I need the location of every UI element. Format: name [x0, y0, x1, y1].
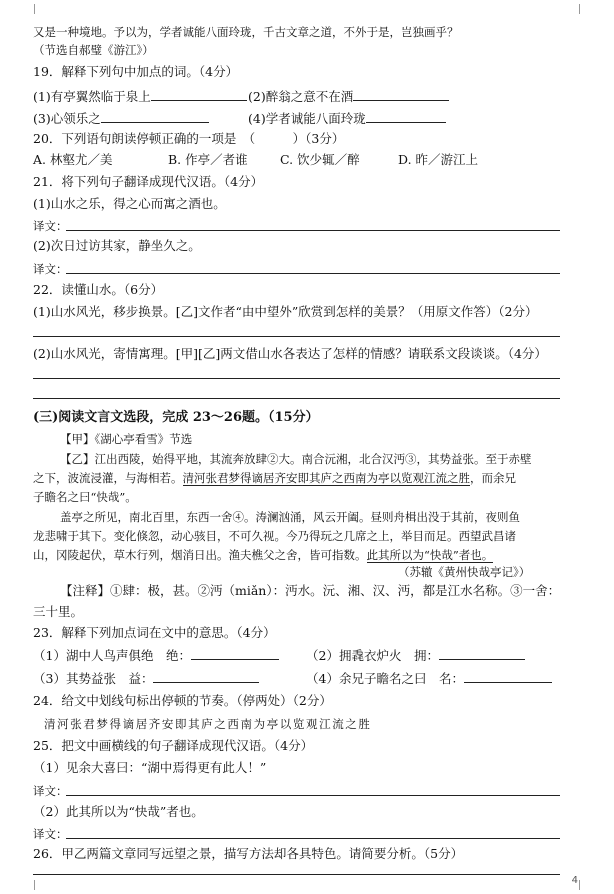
q23-answer-3-blank[interactable] — [153, 670, 259, 683]
q20-option-b[interactable]: B. 作亭／者谁 — [168, 152, 248, 167]
section-3-heading: (三)阅读文言文选段，完成 23～26题。（15分） — [33, 410, 319, 425]
q19-item-4-text: (4)学者诚能八面玲珑 — [248, 111, 366, 126]
q19-item-1 — [33, 88, 247, 105]
q23-item-4-text: （4）余兄子瞻名之曰 名： — [306, 671, 464, 686]
q20-option-c[interactable]: C. 饮少辄／醉 — [280, 152, 360, 167]
q24-sentence[interactable]: 清河张君梦得谪居齐安即其庐之西南为亭以览观江流之胜 — [44, 717, 372, 731]
q25-sentence-1: （1）见余大喜曰：“湖中焉得更有此人！” — [33, 760, 267, 775]
passage-yi-p1-line-2 — [33, 470, 516, 486]
crop-mark-bottom-right — [579, 880, 590, 890]
crop-mark-top-left — [24, 4, 35, 14]
q22-answer-2-line-1[interactable] — [33, 378, 560, 379]
q19-item-3-text: (3)心领乐之 — [33, 111, 101, 126]
passage-source: （苏辙《黄州快哉亭记》） — [398, 565, 531, 579]
q19-item-3 — [33, 110, 209, 127]
passage-yi-p2-line-3-pre: 山，冈陵起伏，草木行列，烟消日出。渔夫樵父之舍，皆可指数。 — [33, 548, 367, 562]
q19-item-2-text: (2)醉翁之意不在酒 — [248, 89, 354, 104]
q21-answer-1-line[interactable] — [66, 230, 560, 231]
q21-yiwen-1-label: 译文： — [33, 219, 68, 233]
passage-jia-title: 【甲】《湖心亭看雪》节选 — [60, 432, 193, 446]
crop-mark-top-right — [579, 4, 590, 14]
notes-line-1: 【注释】①肆：极，甚。②沔（miǎn）：沔水。沅、湘、汉、沔，都是江水名称。③一舍： — [60, 583, 561, 598]
q23-item-3-text: （3）其势益张 益： — [33, 671, 154, 686]
q23-item-3 — [33, 670, 259, 687]
q21-answer-2-line[interactable] — [66, 273, 560, 274]
q19-answer-1-blank[interactable] — [151, 88, 247, 101]
q23-item-4 — [306, 670, 552, 687]
q19-item-4 — [248, 110, 446, 127]
q26-answer-line[interactable] — [33, 874, 560, 875]
q25-answer-1-line[interactable] — [66, 795, 560, 796]
q22-sub-2: (2)山水风光，寄情寓理。[甲][乙]两文借山水各表达了怎样的情感？请联系文段谈谈。（4分） — [33, 346, 547, 361]
q19-item-2 — [248, 88, 449, 105]
intro-line-1: 又是一种境地。予以为，学者诚能八面玲珑，千古文章之道，不外于是，岂独画乎？ — [33, 25, 459, 39]
passage-yi-p2-line-3 — [33, 547, 493, 563]
q23-answer-2-blank[interactable] — [439, 647, 525, 660]
passage-yi-p1-line-1: 【乙】江出西陵，始得平地，其流奔放肆②大。南合沅湘，北合汉沔③，其势益张。至于赤壁 — [60, 452, 532, 466]
q23-answer-1-blank[interactable] — [191, 647, 279, 660]
q22-stem: 22．读懂山水。（6分） — [33, 282, 164, 297]
q23-item-2 — [306, 647, 525, 664]
q20-option-a[interactable]: A. 林壑尤／美 — [33, 152, 113, 167]
passage-yi-p2-line-1: 盖亭之所见，南北百里，东西一舍④。涛澜汹涌，风云开阖。昼则舟楫出没于其前，夜则鱼 — [60, 510, 520, 524]
q19-answer-3-blank[interactable] — [101, 110, 209, 123]
q21-sentence-2: (2)次日过访其家，静坐久之。 — [33, 238, 201, 253]
passage-yi-p1-line-2-pre: 之下，波流浸灌，与海相若。 — [33, 471, 183, 485]
passage-yi-p1-line-3: 子瞻名之曰“快哉”。 — [33, 490, 137, 504]
q25-sentence-2: （2）此其所以为“快哉”者也。 — [33, 804, 204, 819]
q21-stem: 21．将下列句子翻译成现代汉语。（4分） — [33, 174, 264, 189]
q23-item-1 — [33, 647, 279, 664]
passage-underlined-sentence-2: 此其所以为“快哉”者也。 — [366, 548, 494, 562]
q20-option-d[interactable]: D. 昨／游江上 — [398, 152, 479, 167]
passage-yi-p2-line-2: 龙悲啸于其下。变化倏忽，动心骇目，不可久视。今乃得玩之几席之上，举目而足。西望武昌诸 — [33, 529, 516, 543]
q23-item-1-text: （1）湖中人鸟声俱绝 绝： — [33, 648, 191, 663]
q19-stem: 19．解释下列句中加点的词。（4分） — [33, 64, 239, 79]
crop-mark-bottom-left — [24, 880, 35, 890]
q22-answer-1-line[interactable] — [33, 336, 560, 337]
notes-line-2: 三十里。 — [33, 604, 84, 619]
q23-answer-4-blank[interactable] — [464, 670, 552, 683]
q21-yiwen-2-label: 译文： — [33, 262, 68, 276]
q19-item-1-text: (1)有亭翼然临于泉上 — [33, 89, 151, 104]
passage-yi-p1-line-2-post: ，而余兄 — [470, 471, 516, 485]
q25-answer-2-line[interactable] — [66, 838, 560, 839]
page-number: 4 — [571, 875, 578, 886]
q23-item-2-text: （2）拥毳衣炉火 拥： — [306, 648, 439, 663]
q19-answer-2-blank[interactable] — [353, 88, 449, 101]
q19-answer-4-blank[interactable] — [366, 110, 446, 123]
q24-stem: 24．给文中划线句标出停顿的节奏。（停两处）（2分） — [33, 693, 332, 708]
q25-yiwen-1-label: 译文： — [33, 784, 68, 798]
q21-sentence-1: (1)山水之乐，得之心而寓之酒也。 — [33, 196, 226, 211]
q25-stem: 25．把文中画横线的句子翻译成现代汉语。（4分） — [33, 738, 314, 753]
q26-stem: 26．甲乙两篇文章同写远望之景，描写方法却各具特色。请简要分析。（5分） — [33, 846, 464, 861]
q25-yiwen-2-label: 译文： — [33, 827, 68, 841]
passage-underlined-sentence-1: 清河张君梦得谪居齐安即其庐之西南为亭以览观江流之胜 — [182, 471, 470, 485]
q23-stem: 23．解释下列加点词在文中的意思。（4分） — [33, 625, 276, 640]
q22-answer-2-line-2[interactable] — [33, 398, 560, 399]
q22-sub-1: (1)山水风光，移步换景。[乙]文作者“由中望外”欣赏到怎样的美景？（用原文作答）（2分） — [33, 304, 538, 319]
intro-source: （节选自郝璧《游江》） — [33, 43, 154, 57]
q20-stem: 20．下列语句朗读停顿正确的一项是 （ ）（3分） — [33, 131, 345, 146]
